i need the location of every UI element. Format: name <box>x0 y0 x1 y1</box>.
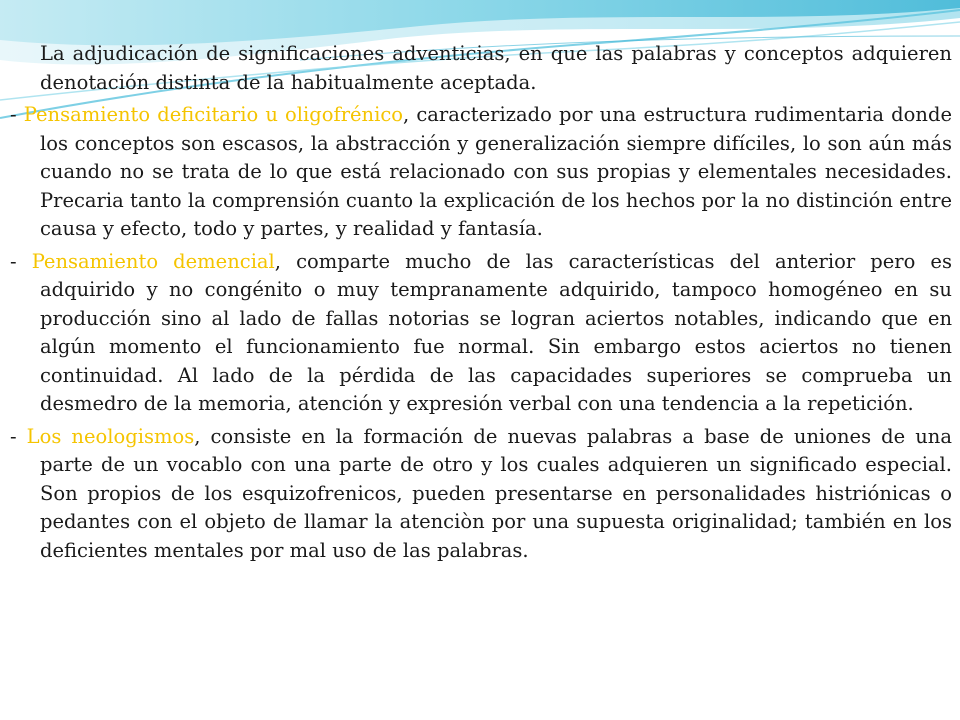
slide-body <box>10 40 952 569</box>
paragraph-text: , consiste en la formación de nuevas palabras a base de uniones de una parte de un vocablo con una parte de otro y los cuales adquieren un significado especial. Son propios de los esquizofrenicos, pueden presentarse en personalidades histriónicas o pedantes con el objeto de llamar la atenciòn por una supuesta originalidad; también en los deficientes mentales por mal uso de las palabras. <box>40 424 952 562</box>
highlighted-term: Pensamiento deficitario u oligofrénico <box>23 103 404 126</box>
list-dash: - <box>10 103 24 126</box>
paragraph-text: La adjudicación de significaciones adventicias, en que las palabras y conceptos adquieren denotación distinta de la habitualmente aceptada. <box>40 42 952 94</box>
list-dash: - <box>10 249 32 273</box>
paragraph-text: , caracterizado por una estructura rudimentaria donde los conceptos son escasos, la abstracción y generalización siempre difíciles, lo son aún más cuando no se trata de lo que está relacionado con sus propias y elementales necesidades. Precaria tanto la comprensión cuanto la explicación de los hechos por la no distinción entre causa y efecto, todo y partes, y realidad y fantasía. <box>40 103 952 240</box>
list-dash: - <box>10 424 27 448</box>
paragraph-neologismos <box>10 423 952 566</box>
highlighted-term: Los neologismos <box>26 424 195 448</box>
paragraph-text: , comparte mucho de las características del anterior pero es adquirido y no congénito o muy tempranamente adquirido, tampoco homogéneo en su producción sino al lado de fallas notorias se logran aciertos notables, indicando que en algún momento el funcionamiento fue normal. Sin embargo estos aciertos no tienen continuidad. Al lado de la pérdida de las capacidades superiores se comprueba un desmedro de la memoria, atención y expresión verbal con una tendencia a la repetición. <box>40 249 952 415</box>
paragraph-pensamiento-demencial <box>10 248 952 419</box>
highlighted-term: Pensamiento demencial <box>31 249 275 273</box>
paragraph-significaciones <box>10 40 952 97</box>
paragraph-pensamiento-deficitario <box>10 101 952 244</box>
